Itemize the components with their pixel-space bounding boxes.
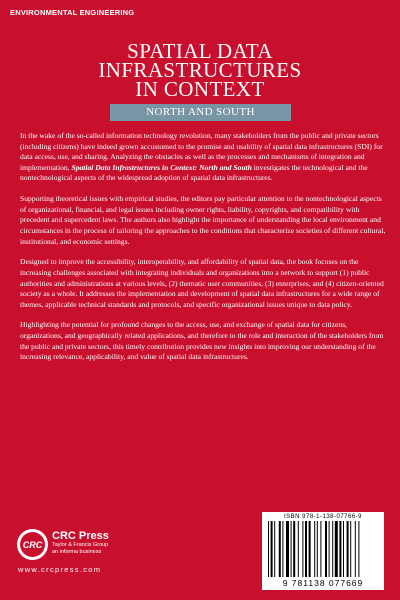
barcode-bar [332,521,333,577]
barcode-bar [291,521,292,577]
barcode-bar [325,521,327,577]
back-cover-description [20,131,388,373]
paragraph-1-text-a: In the wake of the so-called information technology revolution, many stakeholders from the public and private sectors (including citizens) have indeed grown accustomed to the promise and usability of spatial data infrastructures (SDI) for data access, use, and sharing. Analyzing the obstacles as well as the processes and mechanisms of integration and implementation, [20,131,383,172]
barcode-bar [347,521,349,577]
publisher-tagline: an informa business [52,549,102,555]
barcode-bar [350,521,351,577]
barcode-bar [305,521,307,577]
barcode-bar [274,521,275,577]
barcode-bar [339,521,341,577]
barcode-bar [286,521,289,577]
paragraph-4: Highlighting the potential for profound changes to the access, use, and exchange of spatial data for citizens, organizations, and geographically related applications, and therefore to the role and interaction of the stakeholders from the public and private sectors, this timely contribution provides new insights into improving our understanding of the increasing relevance, applicability, and value of spatial data infrastructures. [20,320,384,362]
series-label: ENVIRONMENTAL ENGINEERING [10,8,135,17]
barcode-bar [302,521,303,577]
isbn-label: ISBN 978-1-138-07766-9 [283,514,363,520]
book-title [0,39,400,101]
paragraph-1-text-b: investigates the technological and the nontechnological aspects of the widespread adoption of spatial data infrastructures. [20,162,368,183]
barcode-bar [268,521,269,577]
title-line-3: IN CONTEXT [135,77,265,101]
isbn-barcode [262,512,384,590]
title-line-2: INFRASTRUCTURES [98,58,302,82]
publisher-logo [16,528,132,568]
barcode-bar [355,521,356,577]
barcode-icon [266,521,380,577]
barcode-bar [329,521,330,577]
logo-letters: CRC [22,540,43,550]
isbn-number: 9 781138 077669 [282,578,364,588]
barcode-bar [358,521,359,577]
publisher-url[interactable]: www.crcpress.com [18,565,102,574]
paragraph-2: Supporting theoretical issues with empirical studies, the editors pay particular attention to the nontechnological aspects of organizational, financial, and legal issues including owner rights, liability, copyrights, and compatibility with precedent and supercedent laws. The authors also highlight the importance of understanding the local environment and circumstances in the process of tailoring the approaches to the conditions that characterize societies of different cultural, institutional, and economic settings. [20,194,386,246]
barcode-bar [279,521,281,577]
barcode-bar [320,521,321,577]
barcode-bar [335,521,338,577]
barcode-bar [343,521,344,577]
book-title-inline: Spatial Data Infrastructures in Context: North and South [71,162,252,172]
barcode-bar [298,521,299,577]
publisher-group: Taylor & Francis Group [52,542,109,548]
barcode-bar [271,521,273,577]
barcode-bar [293,521,295,577]
barcode-bar [314,521,315,577]
barcode-bar [309,521,311,577]
paragraph-1 [20,131,388,184]
crc-logo-icon [16,528,49,561]
paragraph-3: Designed to improve the accessibility, interoperability, and affordability of spatial data, the book focuses on the increasing challenges associated with integrating individuals and organizations into a network to support (1) public authorities and administrations at various levels, (2) thematic user communities, (3) enterprises, and (4) citizen-oriented society as a whole. It addresses the implementation and development of spatial data infrastructures for a wide range of themes, applicable technical standards and protocols, and specific organizational issues unique to data policy. [20,257,384,309]
barcode-bar [282,521,283,577]
barcode-bar [317,521,318,577]
publisher-name: CRC Press [52,530,109,542]
subtitle-banner: NORTH AND SOUTH [110,104,291,121]
title-line-1: SPATIAL DATA [127,39,273,63]
